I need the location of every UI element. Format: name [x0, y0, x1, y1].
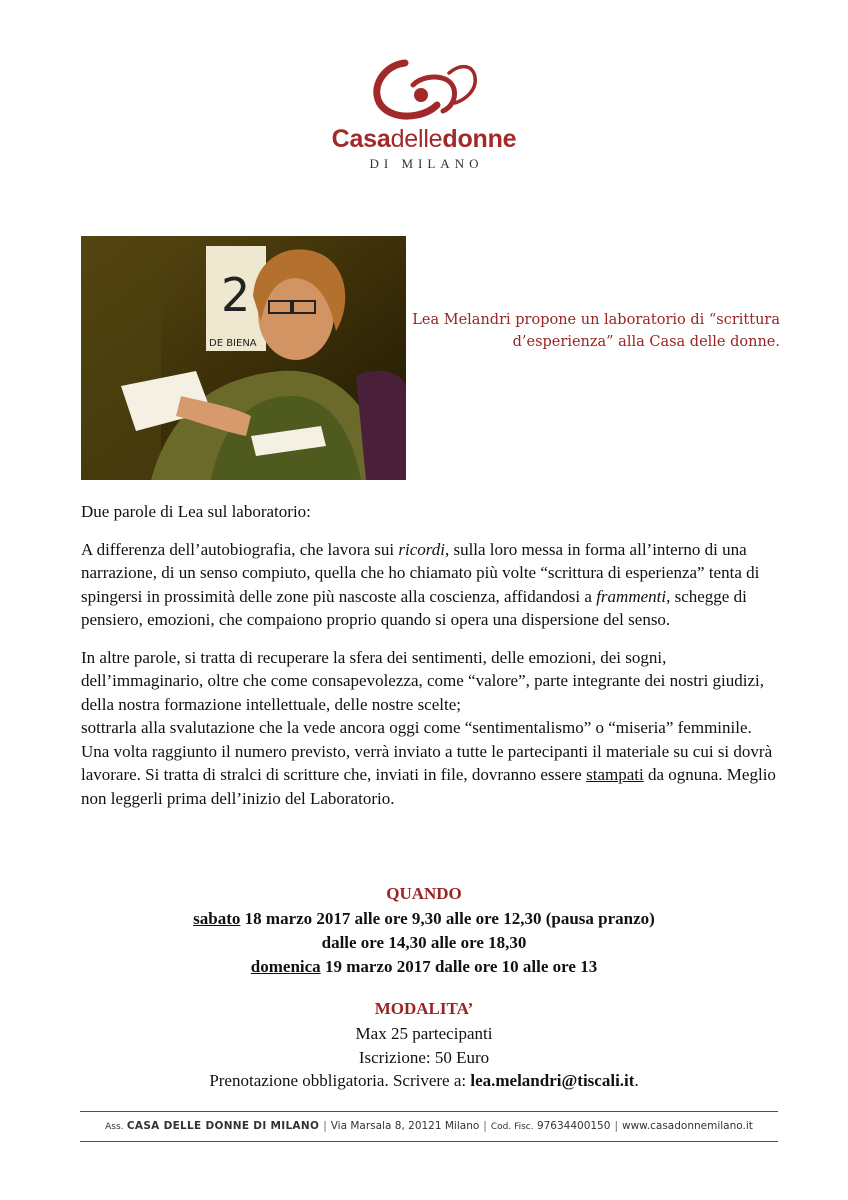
- logo: [0, 55, 848, 172]
- quando-heading: QUANDO: [386, 884, 462, 903]
- underlined-stampati: stampati: [586, 765, 644, 784]
- footer-fiscal-code: 97634400150: [536, 1120, 611, 1132]
- footer-divider-bottom: [80, 1141, 778, 1142]
- modalita-heading: MODALITA’: [374, 999, 474, 1018]
- photo-lea-writing: [81, 236, 406, 480]
- footer-website[interactable]: www.casadonnemilano.it: [621, 1120, 753, 1132]
- contact-email[interactable]: lea.melandri@tiscali.it: [470, 1071, 635, 1090]
- svg-text:DE BIENA: DE BIENA: [209, 338, 257, 349]
- emphasis-ricordi: ricordi: [398, 539, 445, 559]
- paragraph-3: Una volta raggiunto il numero previsto, verrà inviato a tutte le partecipanti il materiale su cui si dovrà lavorare. Si tratta di stralci di scritture che, inviati in file, dovranno essere stampati da ognuna. Meglio non leggerli prima dell’inizio del Laboratorio.: [81, 741, 776, 808]
- paragraph-2-line-2: sottrarla alla svalutazione che la vede ancora oggi come “sentimentalismo” o “miseria” femminile.: [81, 718, 752, 737]
- logo-subtitle: DI MILANO: [369, 156, 484, 171]
- schedule-line-2: dalle ore 14,30 alle ore 18,30: [321, 933, 527, 952]
- photo-caption: [410, 309, 780, 353]
- emphasis-frammenti: frammenti: [596, 586, 667, 606]
- caption-line-2: d’esperienza” alla Casa delle donne.: [512, 334, 780, 350]
- logo-name: Casadelledonne: [331, 125, 517, 153]
- footer-org-name: CASA DELLE DONNE DI MILANO: [126, 1120, 320, 1132]
- modalita-line-2: Iscrizione: 50 Euro: [358, 1048, 490, 1067]
- footer-divider-top: [80, 1111, 778, 1112]
- logo-mark-icon: [369, 55, 479, 121]
- schedule-line-3: domenica 19 marzo 2017 dalle ore 10 alle ore 13: [250, 957, 598, 976]
- modalita-line-1: Max 25 partecipanti: [355, 1024, 493, 1043]
- paragraph-1: A differenza dell’autobiografia, che lavora sui ricordi, sulla loro messa in forma all’interno di una narrazione, di un senso compiuto, quella che ho chiamato più volte “scrittura di esperienza” tenta di spingersi in prossimità delle zone più nascoste alla coscienza, affidandosi a frammenti, schegge di pensiero, emozioni, che compaiono proprio quando si opera una dispersione del senso.: [81, 539, 760, 629]
- schedule-line-1: sabato 18 marzo 2017 alle ore 9,30 alle ore 12,30 (pausa pranzo): [193, 909, 655, 928]
- caption-line-1: Lea Melandri propone un laboratorio di “scrittura: [412, 312, 780, 328]
- paragraph-2-line-1: In altre parole, si tratta di recuperare la sfera dei sentimenti, delle emozioni, dei sogni, dell’immaginario, oltre che come consapevolezza, come “valore”, parte integrante dei nostri giudizi, della nostra formazione intellettuale, delle nostre scelte;: [81, 647, 765, 714]
- svg-text:2: 2: [221, 268, 251, 322]
- modalita-line-3: Prenotazione obbligatoria. Scrivere a: lea.melandri@tiscali.it.: [209, 1071, 639, 1090]
- footer-address: Via Marsala 8, 20121 Milano: [330, 1120, 480, 1132]
- intro-line: Due parole di Lea sul laboratorio:: [81, 502, 311, 521]
- body-text: [81, 500, 781, 810]
- footer: Ass. CASA DELLE DONNE DI MILANO | Via Marsala 8, 20121 Milano | Cod. Fisc. 97634400150 | www.casadonnemilano.it: [105, 1120, 753, 1132]
